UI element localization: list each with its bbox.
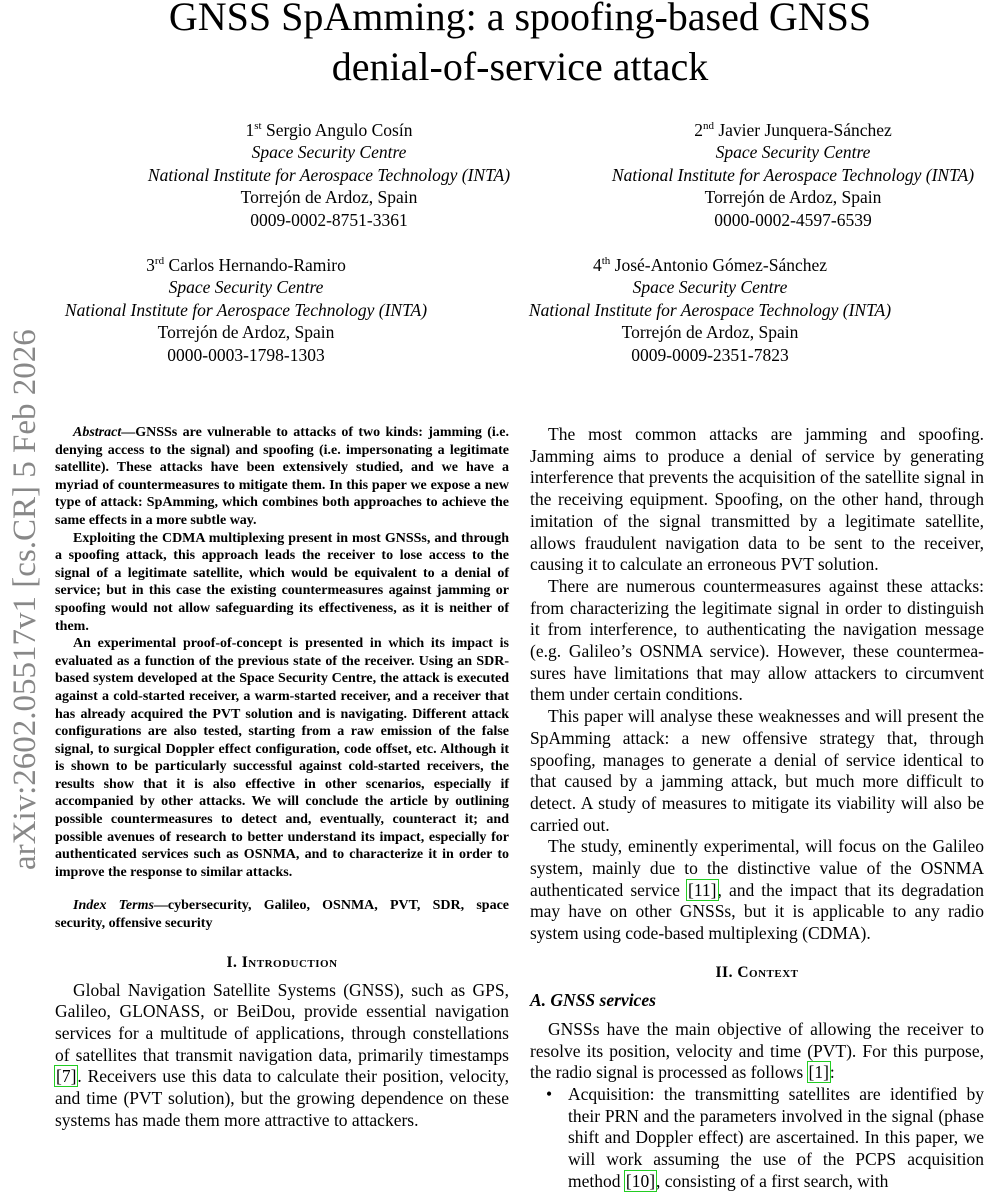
list-item: • Acquisition: the transmitting satellites are identified by their PRN and the parameters involved in the signal (phase shift and Doppler effect) are ascertained. In this paper, we will work assuming the use of the PCPS acquisition method [10], consisting of a first search, with: [546, 1083, 984, 1191]
abstract-paragraph-2: Exploiting the CDMA multiplexing present in most GNSSs, and through a spoofing attack, this approach leads the receiver to lose access to the signal of a legitimate satellite, which would be equivalent to a denial of service; but in this case the existing countermeasures against jamming or spoofing would not allow safeguarding its effectiveness, as it is neither of them.: [55, 530, 509, 634]
author-dept: Space Security Centre: [715, 142, 871, 163]
author-location: Torrejón de Ardoz, Spain: [621, 322, 799, 343]
author-name: 3rd Carlos Hernando-Ramiro: [146, 255, 346, 275]
title-line-2: denial-of-service attack: [331, 44, 709, 89]
right-column: [530, 424, 984, 1193]
author-dept: Space Security Centre: [251, 142, 407, 163]
author-location: Torrejón de Ardoz, Spain: [704, 187, 882, 208]
paper-title: [90, 0, 950, 92]
section-heading-introduction: I. Introduction: [226, 953, 338, 971]
left-column: [55, 424, 509, 1132]
citation-link[interactable]: [11]: [688, 879, 717, 900]
context-paragraph-3: This paper will analyse these weaknesses and will present the SpAmming attack: a new offensive strategy that, through spoofing, manages to generate a denial of service identical to that caused by a jamming attack, but much more difficult to detect. A study of measures to mitigate its viability will also be carried out.: [530, 706, 984, 835]
citation-link[interactable]: [7]: [56, 1066, 77, 1087]
intro-paragraph-1: Global Navigation Satellite Systems (GNSS), such as GPS, Galileo, GLONASS, or BeiDou, provide essential navigation services for a multitude of applications, through constellations of satellites that transmit navigation data, primarily timestamps [7]. Receivers use this data to calculate their position, velocity, and time (PVT solution), but the growing dependence on these systems has made them more attractive to attackers.: [55, 979, 509, 1130]
author-location: Torrejón de Ardoz, Spain: [157, 322, 335, 343]
citation-link[interactable]: [1]: [808, 1062, 829, 1083]
author-org: National Institute for Aerospace Technology (INTA): [64, 299, 428, 320]
author-dept: Space Security Centre: [168, 277, 324, 298]
processing-steps-list: [530, 1084, 984, 1193]
index-terms: Index Terms—cybersecurity, Galileo, OSNMA, PVT, SDR, space security, offensive security: [55, 898, 509, 932]
arxiv-identifier: arXiv:2602.05517v1 [cs.CR] 5 Feb 2026: [7, 329, 43, 870]
abstract: [55, 424, 509, 881]
context-paragraph-4: The study, eminently experimental, will focus on the Galileo system, mainly due to the distinctive value of the OSNMA authenticated service [11], and the impact that its degradation may have on other GNSSs, but it is applicable to any radio system using code-based multiplexing (CDMA).: [530, 836, 984, 944]
subsection-heading-gnss-services: A. GNSS services: [530, 989, 656, 1010]
author-block-3: [55, 254, 437, 366]
abstract-paragraph-1: Abstract—GNSSs are vulnerable to attacks of two kinds: jamming (i.e. denying access to the signal) and spoofing (i.e. impersonating a legitimate satellite). These attacks have been extensively studied, and we have a myriad of countermeasures to mitigate them. In this paper we expose a new type of attack: SpAmming, which combines both approaches to achieve the same effects in a more subtle way.: [55, 425, 509, 528]
author-block-4: [519, 254, 901, 366]
author-org: National Institute for Aerospace Technology (INTA): [611, 164, 975, 185]
author-org: National Institute for Aerospace Technology (INTA): [528, 299, 892, 320]
context-paragraph-1: The most common attacks are jamming and spoofing. Jamming aims to produce a denial of service by generating interference that prevents the acquisition of the satellite signal in the receiving equipment. Spoofing, on the other hand, through imitation of the signal transmitted by a legitimate satellite, allows fraudulent navigation data to be sent to the receiver, causing it to calculate an erroneous PVT solution.: [530, 424, 984, 575]
author-orcid: 0009-0009-2351-7823: [631, 344, 789, 365]
author-location: Torrejón de Ardoz, Spain: [240, 187, 418, 208]
author-orcid: 0000-0003-1798-1303: [167, 344, 325, 365]
abstract-lead: Abstract: [73, 425, 122, 440]
context-paragraph-2: There are numerous countermeasures against these attacks: from characterizing the legitimate signal in order to distinguish it from interference, to authenticating the navigation message (e.g. Galileo’s OSNMA service). However, these countermeasures have limitations that may allow attackers to circumvent them under certain conditions.: [530, 575, 984, 705]
bullet-icon: •: [546, 1083, 553, 1104]
section-heading-context: II. Context: [715, 963, 799, 981]
author-orcid: 0009-0002-8751-3361: [250, 209, 408, 230]
index-terms-lead: Index Terms: [73, 898, 154, 914]
author-org: National Institute for Aerospace Technology (INTA): [147, 164, 511, 185]
gnss-services-paragraph: GNSSs have the main objective of allowing the receiver to resolve its position, velocity and time (PVT). For this purpose, the radio signal is processed as follows [1]:: [530, 1018, 984, 1083]
author-name: 4th José-Antonio Gómez-Sánchez: [592, 255, 828, 275]
citation-link[interactable]: [10]: [625, 1170, 656, 1191]
author-name: 1st Sergio Angulo Cosín: [245, 120, 413, 140]
author-dept: Space Security Centre: [632, 277, 788, 298]
author-orcid: 0000-0002-4597-6539: [714, 209, 872, 230]
author-name: 2nd Javier Junquera-Sánchez: [694, 120, 892, 140]
author-block-2: [602, 119, 984, 231]
author-block-1: [138, 119, 520, 231]
title-line-1: GNSS SpAmming: a spoofing-based GNSS: [168, 0, 872, 39]
abstract-paragraph-3: An experimental proof-of-concept is presented in which its impact is evaluated as a function of the previous state of the receiver. Using an SDR-based system developed at the Space Security Centre, the attack is executed against a cold-started receiver, a warm-started receiver, and a receiver that has already acquired the PVT solution and is navigating. Different attack configurations are also tested, starting from a raw emission of the false signal, to surgical Doppler effect configuration, code offset, etc. Although it is shown to be particularly successful against cold-started receivers, the results show that it is also effective in other scenarios, especially if accompanied by other attacks. We will conclude the article by outlining possible countermeasures to detect and, eventually, counteract it; and possible avenues of research to better understand its impact, especially for authenticated services such as OSNMA, and to characterize it in order to improve the response to similar attacks.: [55, 636, 509, 880]
